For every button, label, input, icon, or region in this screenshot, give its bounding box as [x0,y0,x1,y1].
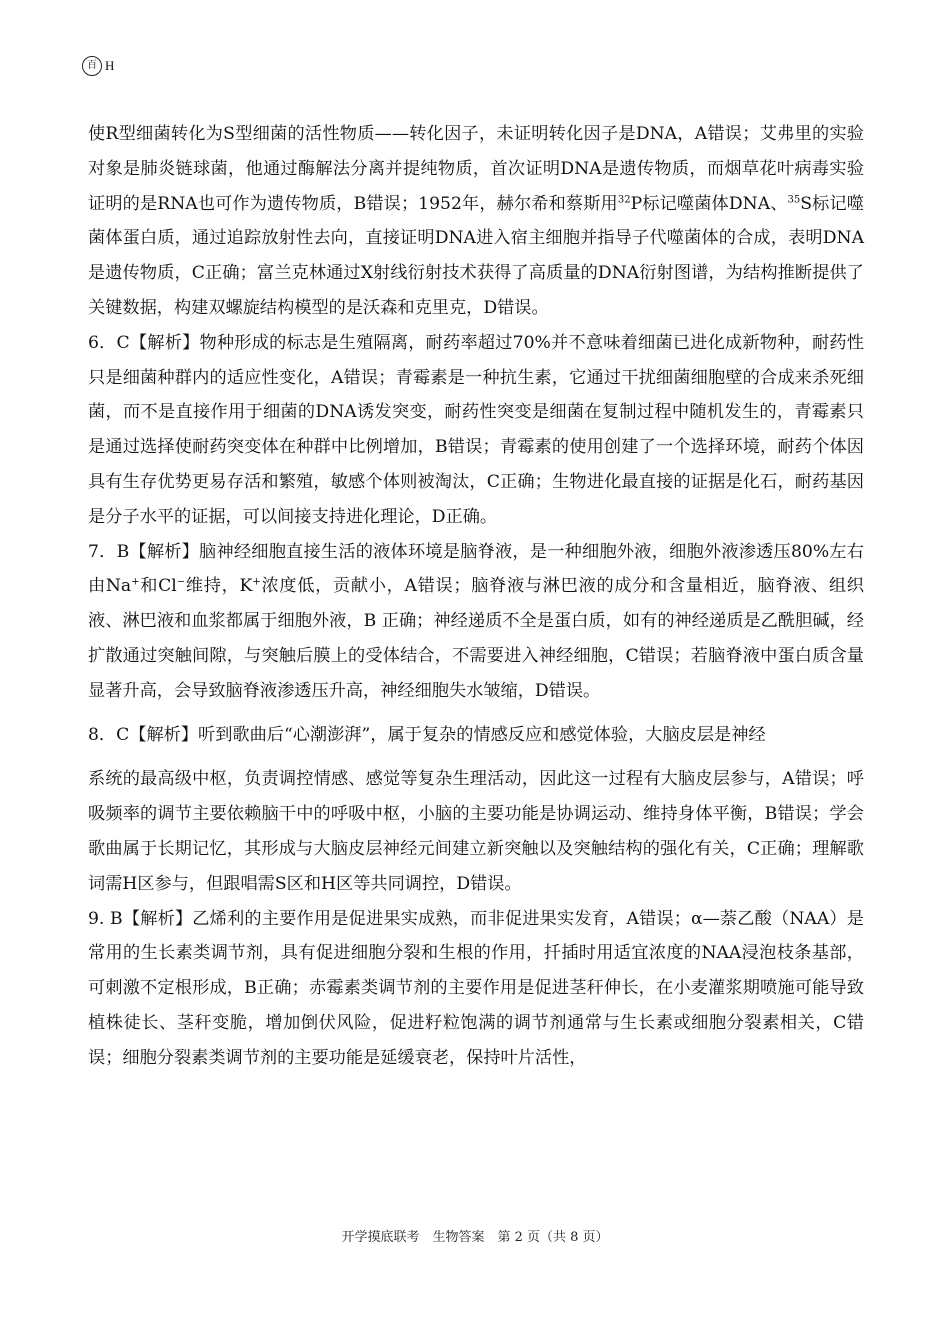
logo-letter: H [105,58,115,73]
text-run: 8．C【解析】听到歌曲后“心潮澎湃”，属于复杂的情感反应和感觉体验，大脑皮层是神经 [88,724,766,745]
superscript: 35 [787,193,801,205]
paragraph-q6: 6．C【解析】物种形成的标志是生殖隔离，耐药率超过70%并不意味着细菌已进化成新物种，耐药性只是细菌种群内的适应性变化，A错误；青霉素是一种抗生素，它通过干扰细菌细胞壁的合成来杀死细菌，而不是直接作用于细菌的DNA诱发突变，耐药性突变是细菌在复制过程中随机发生的，青霉素只是通过选择使耐药突变体在种群中比例增加，B错误；青霉素的使用创建了一个选择环境，耐药个体因具有生存优势更易存活和繁殖，敏感个体则被淘汰，C正确；生物进化最直接的证据是化石，耐药基因是分子水平的证据，可以间接支持进化理论，D正确。 [88,332,864,527]
text-run: 维持，K [185,576,253,597]
paragraph-q5-continued [88,117,864,326]
brand-logo [82,56,114,76]
superscript: + [131,576,140,588]
text-run: 系统的最高级中枢，负责调控情感、感觉等复杂生理活动，因此这一过程有大脑皮层参与，A错误；呼吸频率的调节主要依赖脑干中的呼吸中枢，小脑的主要功能是协调运动、维持身体平衡，B错误；学会歌曲属于长期记忆，其形成与大脑皮层神经元间建立新突触以及突触结构的强化有关，C正确；理解歌词需H区参与，但跟唱需S区和H区等共同调控，D错误。 [88,769,864,894]
paragraph-q7 [88,535,864,709]
superscript: 32 [617,193,631,205]
logo-circle-icon: 百 [82,56,102,76]
text-run: 和Cl [139,576,177,597]
text-run: 7．B【解析】脑神经细胞直接生活的液体环境是脑脊液，是一种细胞外液，细胞外液渗透压80%左右由Na [88,541,864,597]
page-footer: 开学摸底联考 生物答案 第 2 页（共 8 页） [341,1230,609,1245]
paragraph-q8 [88,718,864,902]
text-run: S标记噬菌体蛋白质，通过追踪放射性去向，直接证明DNA进入宿主细胞并指导子代噬菌体的合成，表明DNA是遗传物质，C正确；富兰克林通过X射线衍射技术获得了高质量的DNA衍射图谱，为结构推断提供了关键数据，构建双螺旋结构模型的是沃森和克里克，D错误。 [88,193,864,318]
answer-content [88,117,864,1076]
superscript: + [252,576,261,588]
superscript: − [176,576,186,588]
paragraph-q9: 9. B【解析】乙烯利的主要作用是促进果实成熟，而非促进果实发育，A错误；α—萘乙酸（NAA）是常用的生长素类调节剂，具有促进细胞分裂和生根的作用，扦插时用适宜浓度的NAA浸泡枝条基部，可刺激不定根形成，B正确；赤霉素类调节剂的主要作用是促进茎秆伸长，在小麦灌浆期喷施可能导致植株徒长、茎秆变脆，增加倒伏风险，促进籽粒饱满的调节剂通常与生长素或细胞分裂素相关，C错误；细胞分裂素类调节剂的主要功能是延缓衰老，保持叶片活性， [88,908,864,1068]
text-run: P标记噬菌体DNA、 [630,193,788,214]
text-run: 使R型细菌转化为S型细菌的活性物质——转化因子，未证明转化因子是DNA，A错误；艾弗里的实验对象是肺炎链球菌，他通过酶解法分离并提纯物质，首次证明DNA是遗传物质，而烟草花叶病毒实验证明的是RNA也可作为遗传物质，B错误；1952年，赫尔希和蔡斯用 [88,124,864,214]
text-run: 浓度低，贡献小，A错误；脑脊液与淋巴液的成分和含量相近，脑脊液、组织液、淋巴液和血浆都属于细胞外液，B 正确；神经递质不全是蛋白质，如有的神经递质是乙酰胆碱，经扩散通过突触间隙，与突触后膜上的受体结合，不需要进入神经细胞，C错误；若脑脊液中蛋白质含量显著升高，会导致脑脊液渗透压升高，神经细胞失水皱缩，D错误。 [88,576,864,701]
